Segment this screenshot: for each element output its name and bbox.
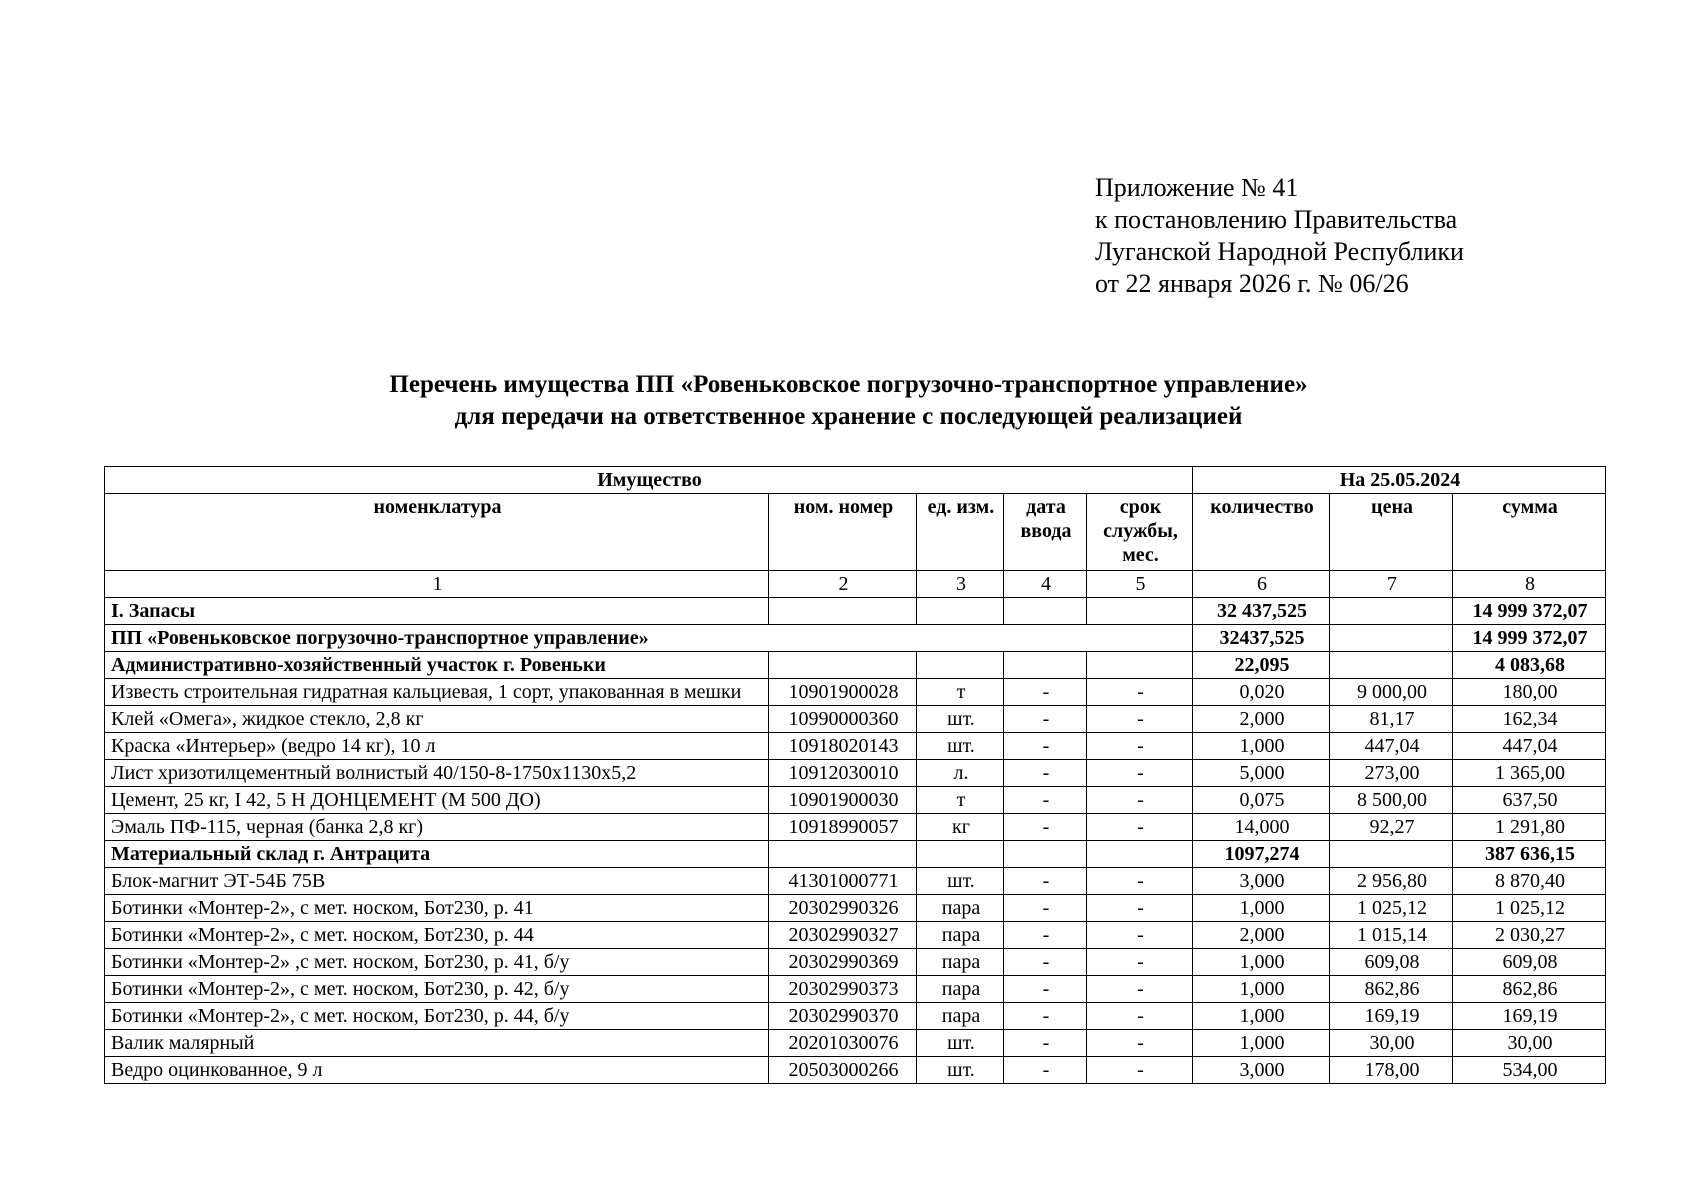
item-amount: 1 291,80 (1453, 814, 1606, 841)
item-service-life: - (1087, 949, 1193, 976)
item-price: 862,86 (1330, 976, 1453, 1003)
item-number: 20201030076 (769, 1030, 917, 1057)
item-unit: т (917, 787, 1004, 814)
table-row (105, 733, 1606, 760)
column-number: 8 (1453, 571, 1606, 598)
item-amount: 637,50 (1453, 787, 1606, 814)
item-name: Лист хризотилцементный волнистый 40/150-8-1750х1130х5,2 (105, 760, 769, 787)
item-name: Валик малярный (105, 1030, 769, 1057)
table-row (105, 868, 1606, 895)
item-service-life: - (1087, 868, 1193, 895)
item-number: 20302990326 (769, 895, 917, 922)
item-quantity: 2,000 (1193, 706, 1330, 733)
item-quantity: 1,000 (1193, 895, 1330, 922)
title-line: Перечень имущества ПП «Ровеньковское погрузочно-транспортное управление» (389, 371, 1308, 398)
item-date: - (1004, 760, 1087, 787)
column-number: 3 (917, 571, 1004, 598)
item-quantity: 0,075 (1193, 787, 1330, 814)
item-quantity: 2,000 (1193, 922, 1330, 949)
section-amount: 4 083,68 (1453, 652, 1606, 679)
store-items-group (105, 868, 1606, 1084)
appendix-line: к постановлению Правительства (1095, 205, 1458, 234)
section-row-enterprise (105, 625, 1606, 652)
property-table (104, 466, 1606, 1084)
table-row (105, 1003, 1606, 1030)
item-price: 1 015,14 (1330, 922, 1453, 949)
item-number: 20503000266 (769, 1057, 917, 1084)
section-row-stocks (105, 598, 1606, 625)
item-date: - (1004, 922, 1087, 949)
item-date: - (1004, 895, 1087, 922)
as-of-group-header: На 25.05.2024 (1193, 467, 1606, 494)
item-service-life: - (1087, 733, 1193, 760)
item-quantity: 1,000 (1193, 733, 1330, 760)
column-header-row (105, 494, 1606, 571)
column-number-row (105, 571, 1606, 598)
item-name: Ботинки «Монтер-2», с мет. носком, Бот230, р. 41 (105, 895, 769, 922)
item-name: Краска «Интерьер» (ведро 14 кг), 10 л (105, 733, 769, 760)
column-header: срок службы, мес. (1087, 494, 1193, 571)
section-quantity: 1097,274 (1193, 841, 1330, 868)
item-unit: кг (917, 814, 1004, 841)
item-date: - (1004, 706, 1087, 733)
item-name: Цемент, 25 кг, I 42, 5 Н ДОНЦЕМЕНТ (М 500 ДО) (105, 787, 769, 814)
item-number: 10990000360 (769, 706, 917, 733)
table-row (105, 679, 1606, 706)
item-amount: 180,00 (1453, 679, 1606, 706)
item-quantity: 0,020 (1193, 679, 1330, 706)
item-name: Ботинки «Монтер-2» ,с мет. носком, Бот230, р. 41, б/у (105, 949, 769, 976)
column-header: цена (1330, 494, 1453, 571)
section-amount: 387 636,15 (1453, 841, 1606, 868)
item-price: 447,04 (1330, 733, 1453, 760)
item-unit: пара (917, 1003, 1004, 1030)
item-unit: шт. (917, 1030, 1004, 1057)
item-date: - (1004, 1003, 1087, 1030)
item-price: 2 956,80 (1330, 868, 1453, 895)
column-number: 5 (1087, 571, 1193, 598)
item-name: Ботинки «Монтер-2», с мет. носком, Бот230, р. 42, б/у (105, 976, 769, 1003)
item-number: 10918990057 (769, 814, 917, 841)
item-number: 20302990370 (769, 1003, 917, 1030)
item-date: - (1004, 949, 1087, 976)
item-name: Ботинки «Монтер-2», с мет. носком, Бот230, р. 44 (105, 922, 769, 949)
item-amount: 169,19 (1453, 1003, 1606, 1030)
table-row (105, 814, 1606, 841)
column-header: сумма (1453, 494, 1606, 571)
item-date: - (1004, 679, 1087, 706)
item-service-life: - (1087, 976, 1193, 1003)
item-unit: пара (917, 949, 1004, 976)
property-group-header: Имущество (105, 467, 1193, 494)
item-amount: 862,86 (1453, 976, 1606, 1003)
table-row (105, 787, 1606, 814)
item-number: 10901900028 (769, 679, 917, 706)
item-number: 41301000771 (769, 868, 917, 895)
item-quantity: 1,000 (1193, 1003, 1330, 1030)
section-name: Материальный склад г. Антрацита (105, 841, 769, 868)
item-date: - (1004, 1030, 1087, 1057)
item-amount: 609,08 (1453, 949, 1606, 976)
item-quantity: 1,000 (1193, 1030, 1330, 1057)
column-number: 7 (1330, 571, 1453, 598)
item-quantity: 5,000 (1193, 760, 1330, 787)
item-quantity: 3,000 (1193, 868, 1330, 895)
column-number: 1 (105, 571, 769, 598)
section-name: ПП «Ровеньковское погрузочно-транспортное управление» (105, 625, 1193, 652)
section-quantity: 22,095 (1193, 652, 1330, 679)
column-header: номенклатура (105, 494, 769, 571)
section-amount: 14 999 372,07 (1453, 625, 1606, 652)
item-amount: 1 365,00 (1453, 760, 1606, 787)
item-number: 10901900030 (769, 787, 917, 814)
item-quantity: 3,000 (1193, 1057, 1330, 1084)
appendix-block (1095, 172, 1464, 300)
section-name: Административно-хозяйственный участок г. Ровеньки (105, 652, 769, 679)
item-service-life: - (1087, 1003, 1193, 1030)
table-row (105, 1057, 1606, 1084)
item-price: 169,19 (1330, 1003, 1453, 1030)
item-number: 10912030010 (769, 760, 917, 787)
item-service-life: - (1087, 922, 1193, 949)
column-number: 2 (769, 571, 917, 598)
item-service-life: - (1087, 814, 1193, 841)
item-service-life: - (1087, 679, 1193, 706)
table-row (105, 976, 1606, 1003)
item-date: - (1004, 976, 1087, 1003)
admin-items-group (105, 679, 1606, 841)
item-unit: пара (917, 976, 1004, 1003)
table-row (105, 1030, 1606, 1057)
appendix-line: Луганской Народной Республики (1095, 237, 1464, 266)
item-name: Клей «Омега», жидкое стекло, 2,8 кг (105, 706, 769, 733)
document-title (0, 369, 1697, 433)
item-quantity: 14,000 (1193, 814, 1330, 841)
item-service-life: - (1087, 706, 1193, 733)
item-amount: 534,00 (1453, 1057, 1606, 1084)
item-price: 609,08 (1330, 949, 1453, 976)
item-price: 81,17 (1330, 706, 1453, 733)
item-price: 92,27 (1330, 814, 1453, 841)
column-header: ед. изм. (917, 494, 1004, 571)
section-amount: 14 999 372,07 (1453, 598, 1606, 625)
section-row-admin-site (105, 652, 1606, 679)
table-row (105, 706, 1606, 733)
item-quantity: 1,000 (1193, 949, 1330, 976)
item-price: 8 500,00 (1330, 787, 1453, 814)
table-row (105, 895, 1606, 922)
table-row (105, 949, 1606, 976)
item-service-life: - (1087, 1057, 1193, 1084)
item-number: 10918020143 (769, 733, 917, 760)
item-price: 273,00 (1330, 760, 1453, 787)
section-quantity: 32437,525 (1193, 625, 1330, 652)
section-name: I. Запасы (105, 598, 769, 625)
item-unit: шт. (917, 733, 1004, 760)
item-price: 1 025,12 (1330, 895, 1453, 922)
column-header: ном. номер (769, 494, 917, 571)
item-unit: пара (917, 895, 1004, 922)
item-date: - (1004, 868, 1087, 895)
item-name: Ботинки «Монтер-2», с мет. носком, Бот230, р. 44, б/у (105, 1003, 769, 1030)
item-price: 30,00 (1330, 1030, 1453, 1057)
item-unit: пара (917, 922, 1004, 949)
item-date: - (1004, 787, 1087, 814)
item-amount: 162,34 (1453, 706, 1606, 733)
item-unit: т (917, 679, 1004, 706)
appendix-line: Приложение № 41 (1095, 173, 1299, 202)
item-name: Блок-магнит ЭТ-54Б 75В (105, 868, 769, 895)
item-service-life: - (1087, 895, 1193, 922)
column-number: 6 (1193, 571, 1330, 598)
section-quantity: 32 437,525 (1193, 598, 1330, 625)
item-price: 178,00 (1330, 1057, 1453, 1084)
item-amount: 447,04 (1453, 733, 1606, 760)
table-row (105, 760, 1606, 787)
item-service-life: - (1087, 1030, 1193, 1057)
group-header-row (105, 467, 1606, 494)
table-row (105, 922, 1606, 949)
item-service-life: - (1087, 787, 1193, 814)
section-row-antratsit-store (105, 841, 1606, 868)
item-amount: 1 025,12 (1453, 895, 1606, 922)
item-amount: 8 870,40 (1453, 868, 1606, 895)
item-unit: шт. (917, 706, 1004, 733)
item-number: 20302990369 (769, 949, 917, 976)
item-price: 9 000,00 (1330, 679, 1453, 706)
item-unit: л. (917, 760, 1004, 787)
item-date: - (1004, 814, 1087, 841)
title-line: для передачи на ответственное хранение с последующей реализацией (454, 403, 1243, 430)
item-name: Ведро оцинкованное, 9 л (105, 1057, 769, 1084)
appendix-line: от 22 января 2026 г. № 06/26 (1095, 269, 1409, 298)
column-number: 4 (1004, 571, 1087, 598)
item-quantity: 1,000 (1193, 976, 1330, 1003)
item-date: - (1004, 1057, 1087, 1084)
item-service-life: - (1087, 760, 1193, 787)
column-header: количество (1193, 494, 1330, 571)
column-header: дата ввода (1004, 494, 1087, 571)
item-amount: 2 030,27 (1453, 922, 1606, 949)
item-name: Известь строительная гидратная кальциевая, 1 сорт, упакованная в мешки (105, 679, 769, 706)
item-number: 20302990373 (769, 976, 917, 1003)
item-unit: шт. (917, 868, 1004, 895)
item-date: - (1004, 733, 1087, 760)
item-name: Эмаль ПФ-115, черная (банка 2,8 кг) (105, 814, 769, 841)
item-unit: шт. (917, 1057, 1004, 1084)
item-number: 20302990327 (769, 922, 917, 949)
item-amount: 30,00 (1453, 1030, 1606, 1057)
